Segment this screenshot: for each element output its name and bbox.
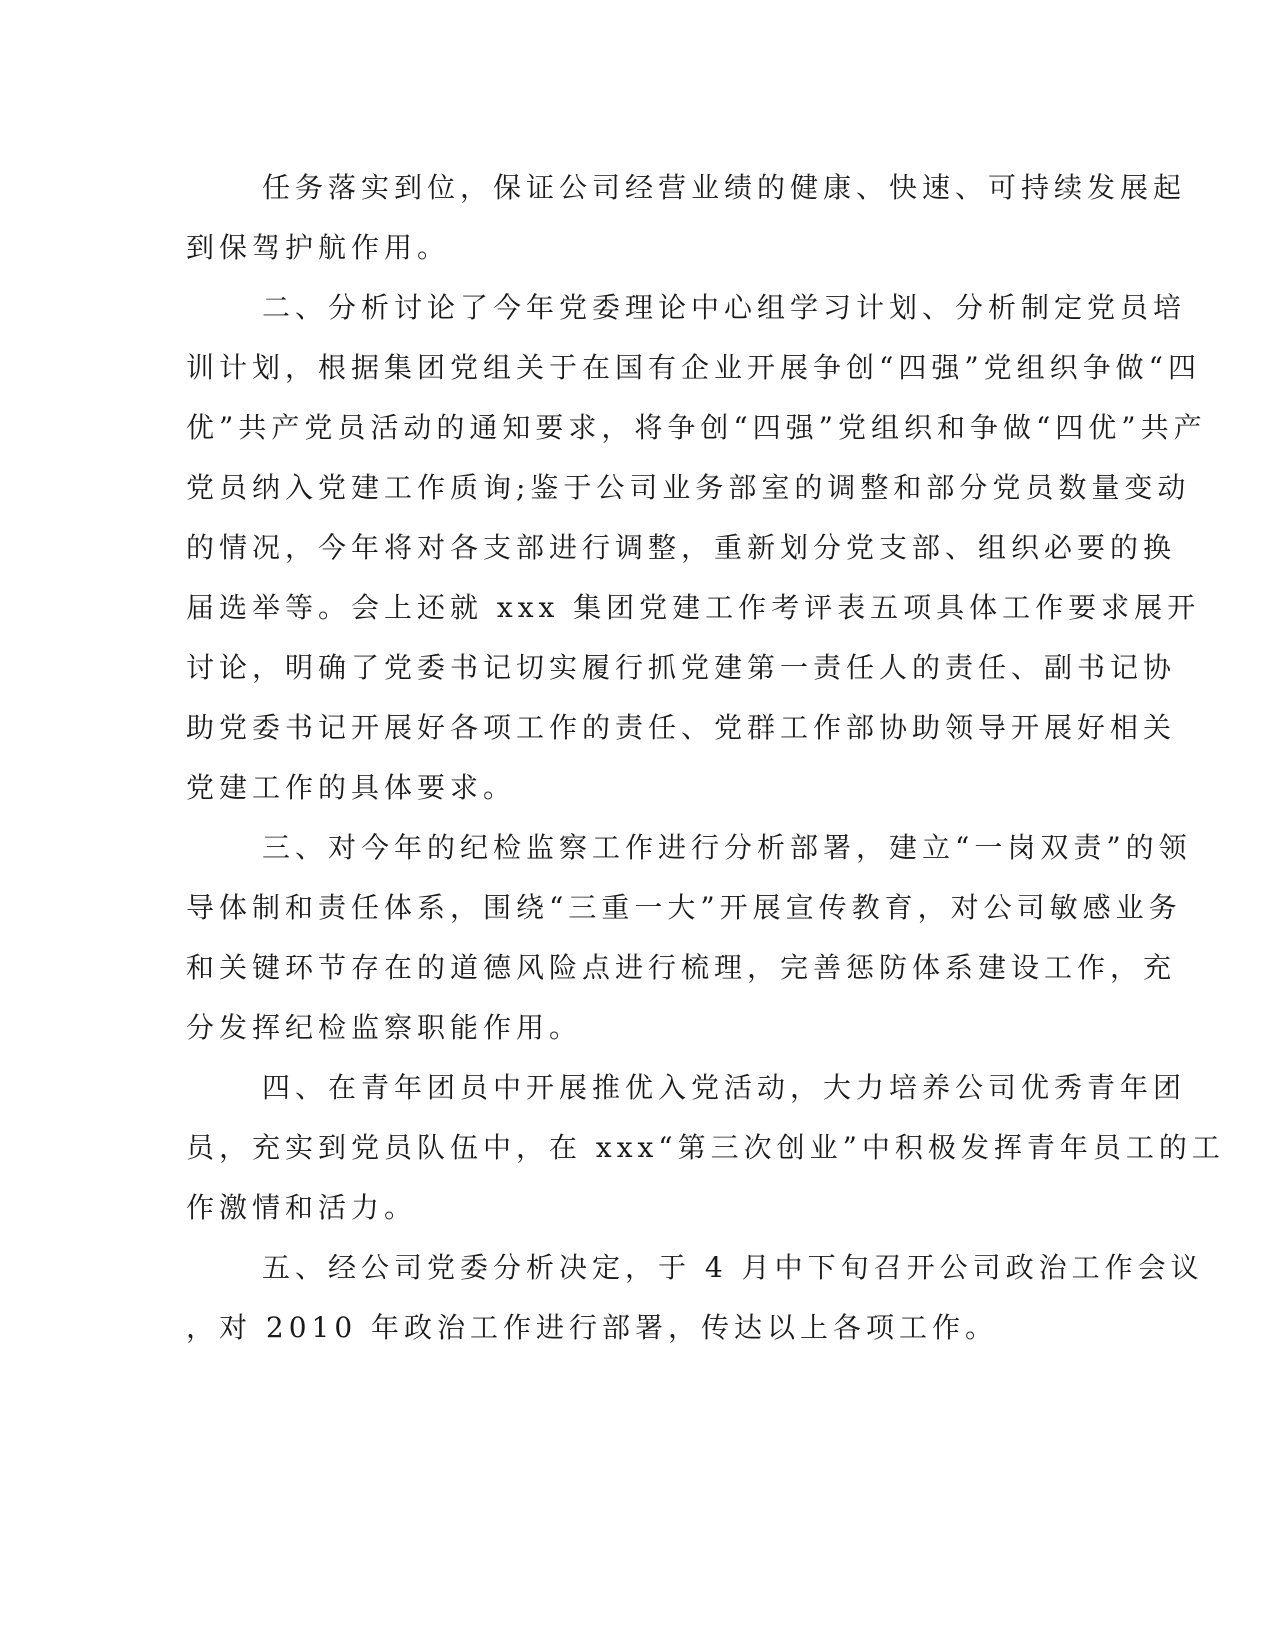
text-line: 党建工作的具体要求。 xyxy=(186,771,517,804)
text-line: 作激情和活力。 xyxy=(186,1191,418,1224)
text-line: 到保驾护航作用。 xyxy=(186,231,451,264)
text-line: 助党委书记开展好各项工作的责任、党群工作部协助领导开展好相关 xyxy=(186,711,1177,744)
text-line: 的情况，今年将对各支部进行调整，重新划分党支部、组织必要的换 xyxy=(186,531,1177,564)
text-line: 和关键环节存在的道德风险点进行梳理，完善惩防体系建设工作，充 xyxy=(186,951,1177,984)
text-line: 三、对今年的纪检监察工作进行分析部署，建立“一岗双责”的领 xyxy=(262,831,1192,864)
text-line: 分发挥纪检监察职能作用。 xyxy=(186,1011,583,1044)
text-line: 届选举等。会上还就 xxx 集团党建工作考评表五项具体工作要求展开 xyxy=(186,591,1201,624)
text-line: 讨论，明确了党委书记切实履行抓党建第一责任人的责任、副书记协 xyxy=(186,651,1177,684)
text-line: 五、经公司党委分析决定，于 4 月中下旬召开公司政治工作会议 xyxy=(262,1251,1204,1284)
text-line: ，对 2010 年政治工作进行部署，传达以上各项工作。 xyxy=(186,1311,999,1344)
text-line: 导体制和责任体系，围绕“三重一大”开展宣传教育，对公司敏感业务 xyxy=(186,891,1182,924)
text-line: 员，充实到党员队伍中，在 xxx“第三次创业”中积极发挥青年员工的工 xyxy=(186,1131,1225,1164)
text-line: 训计划，根据集团党组关于在国有企业开展争创“四强”党组织争做“四 xyxy=(186,351,1201,384)
text-line: 党员纳入党建工作质询;鉴于公司业务部室的调整和部分党员数量变动 xyxy=(186,471,1191,504)
text-line: 二、分析讨论了今年党委理论中心组学习计划、分析制定党员培 xyxy=(262,291,1187,324)
text-line: 任务落实到位，保证公司经营业绩的健康、快速、可持续发展起 xyxy=(262,171,1187,204)
document-page xyxy=(186,158,1225,1358)
text-line: 四、在青年团员中开展推优入党活动，大力培养公司优秀青年团 xyxy=(262,1071,1187,1104)
text-line: 优”共产党员活动的通知要求，将争创“四强”党组织和争做“四优”共产 xyxy=(186,411,1207,444)
